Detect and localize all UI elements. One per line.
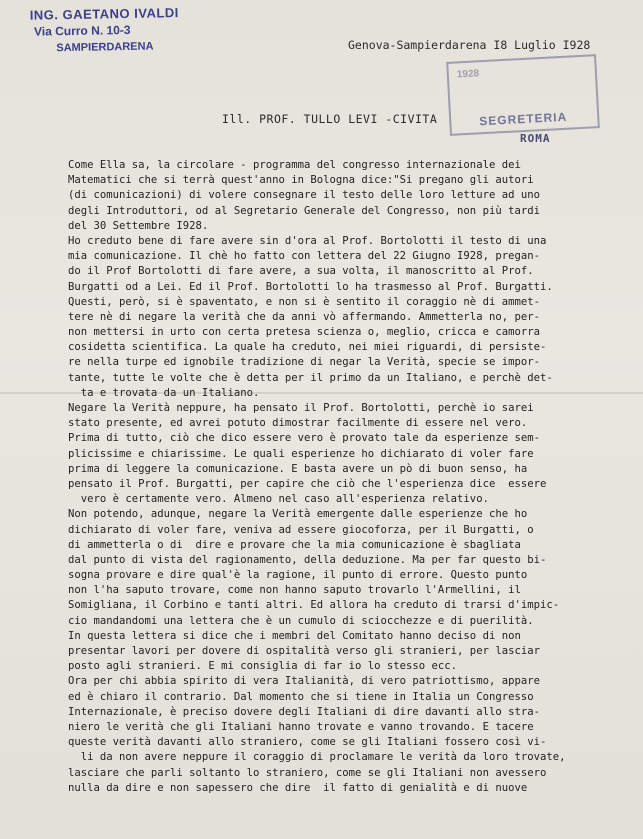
body-line: dichiarato di voler fare, veniva ad essere giocoforza, per il Burgatti, o bbox=[68, 523, 534, 536]
received-stamp-office: SEGRETERIA bbox=[478, 109, 568, 129]
body-line: Somigliana, il Corbino e tanti altri. Ed allora ha creduto di trarsi d'impic- bbox=[68, 599, 560, 612]
letterhead-stamp bbox=[30, 4, 221, 54]
body-line: non l'ha saputo trovare, come non hanno saputo trovarlo l'Armellini, il bbox=[68, 584, 521, 597]
body-line: degli Introduttori, od al Segretario Generale del Congresso, non più tardi bbox=[68, 204, 540, 217]
body-line: mia comunicazione. Il chè ho fatto con lettera del 22 Giugno I928, pregan- bbox=[68, 250, 540, 263]
body-line: (di comunicazioni) di volere consegnare il testo delle loro letture ad uno bbox=[68, 189, 540, 202]
letter-body bbox=[68, 158, 634, 796]
received-stamp bbox=[446, 54, 600, 136]
body-line: presentar lavori per dovere di ospitalità verso gli stranieri, per lasciar bbox=[68, 645, 540, 657]
body-line: niero le verità che gli Italiani hanno trovate e vanno trovando. E tacere bbox=[68, 720, 534, 733]
body-line: do il Prof Bortolotti di fare avere, a sua volta, il manoscritto al Prof. bbox=[68, 265, 534, 278]
body-line: queste verità davanti allo straniero, come se gli Italiani fossero così vi- bbox=[68, 736, 547, 749]
body-line: lasciare che parli soltanto lo straniero, come se gli Italiani non avessero bbox=[68, 766, 547, 779]
body-line: Come Ella sa, la circolare - programma del congresso internazionale dei bbox=[68, 159, 521, 171]
body-line: vero è certamente vero. Almeno nel caso all'esperienza relativo. bbox=[68, 493, 489, 506]
letterhead-address: Via Curro N. 10-3 bbox=[33, 22, 131, 39]
body-line: Prima di tutto, ciò che dico essere vero è provato tale da esperienze sem- bbox=[68, 432, 540, 445]
body-line: li da non avere neppure il coraggio di proclamare le verità da loro trovate, bbox=[68, 751, 566, 764]
body-line: sogna provare e dire qual'è la ragione, il punto di errore. Questo punto bbox=[68, 569, 528, 582]
addressee-line: Ill. PROF. TULLO LEVI -CIVITA bbox=[222, 112, 438, 126]
body-line: nulla da dire e non sapessero che dire il fatto di genialità e di nuove bbox=[68, 781, 528, 794]
body-line: stato presente, ed avrei potuto dimostrar facilmente di essere nel vero. bbox=[68, 417, 528, 430]
body-line: re nella turpe ed ignobile tradizione di negar la Verità, specie se impor- bbox=[68, 356, 540, 369]
body-line: tere nè di negare la verità che da anni vò affermando. Ammetterla no, per- bbox=[68, 310, 540, 323]
body-line: Ora per chi abbia spirito di vera Italianità, di vero patriottismo, appare bbox=[68, 675, 540, 688]
body-line: ta e trovata da un Italiano. bbox=[68, 386, 260, 399]
letterhead-name: ING. GAETANO IVALDI bbox=[29, 5, 179, 23]
body-line: Ho creduto bene di fare avere sin d'ora al Prof. Bortolotti il testo di una bbox=[68, 234, 547, 247]
body-line: cosidetta scientifica. La quale ha creduto, nei miei riguardi, di persiste- bbox=[68, 341, 547, 354]
body-line: posto agli stranieri. E mi consiglia di far io lo stesso ecc. bbox=[68, 660, 458, 673]
body-line: pensato il Prof. Burgatti, per capire che ciò che l'esperienza dice essere bbox=[68, 477, 547, 490]
body-line: del 30 Settembre I928. bbox=[68, 219, 209, 232]
letterhead-city: SAMPIERDARENA bbox=[56, 40, 154, 55]
body-line: Internazionale, è preciso dovere degli Italiani di dire davanti allo stra- bbox=[68, 705, 540, 718]
body-line: prima di leggere la comunicazione. E basta avere un pò di buon senso, ha bbox=[68, 462, 528, 475]
body-line: dal punto di vista del ragionamento, della deduzione. Ma per far questo bi- bbox=[68, 553, 547, 566]
body-line: plicissime e chiarissime. Le quali esperienze ho dichiarato di voler fare bbox=[68, 447, 534, 460]
body-line: Matematici che si terrà quest'anno in Bologna dice:"Si pregano gli autori bbox=[68, 174, 534, 187]
body-line: ed è chiaro il contrario. Dal momento che si tiene in Italia un Congresso bbox=[68, 690, 534, 703]
body-line: di ammetterla o di dire e provare che la mia comunicazione è sbagliata bbox=[68, 538, 521, 551]
body-line: tante, tutte le volte che è detta per il primo da un Italiano, e perchè det- bbox=[68, 371, 553, 384]
body-line: Negare la Verità neppure, ha pensato il Prof. Bortolotti, perchè io sarei bbox=[68, 402, 534, 414]
body-line: non mettersi in urto con certa pretesa scienza o, meglio, cricca e camorra bbox=[68, 326, 540, 339]
letter-date: Genova-Sampierdarena I8 Luglio I928 bbox=[348, 38, 591, 52]
body-line: cio mandandomi una lettera che è un cumulo di sciocchezze e di puerilità. bbox=[68, 614, 534, 627]
received-stamp-date: 1928 bbox=[456, 68, 480, 81]
addressee-city: ROMA bbox=[520, 132, 551, 145]
body-line: Burgatti od a Lei. Ed il Prof. Bortolotti lo ha trasmesso al Prof. Burgatti. bbox=[68, 280, 553, 293]
body-line: In questa lettera si dice che i membri del Comitato hanno deciso di non bbox=[68, 629, 521, 642]
body-line: Questi, però, si è spaventato, e non si è sentito il coraggio nè di ammet- bbox=[68, 295, 540, 308]
body-line: Non potendo, adunque, negare la Verità emergente dalle esperienze che ho bbox=[68, 508, 528, 521]
